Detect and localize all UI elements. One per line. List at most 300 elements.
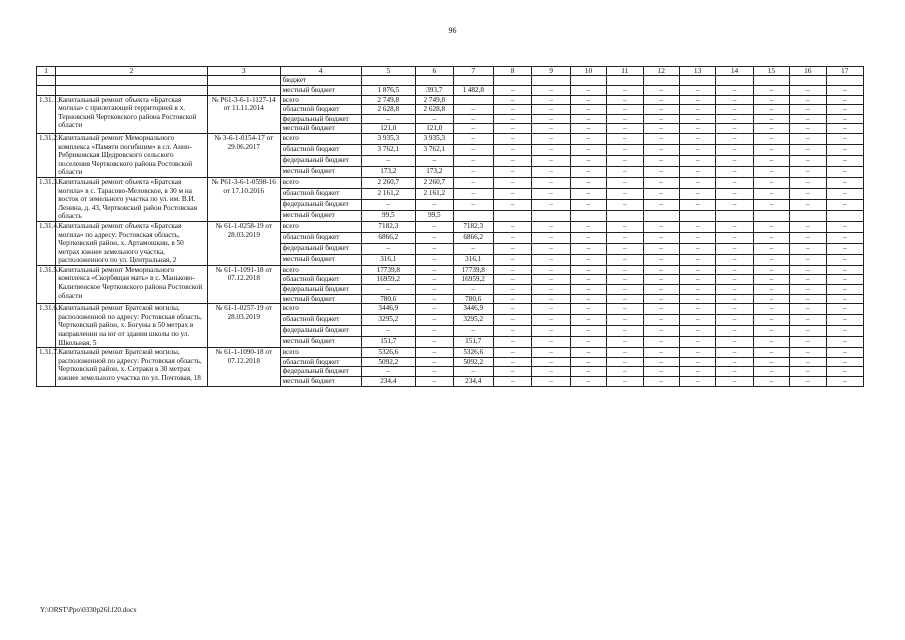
blank-cell-3 bbox=[207, 86, 280, 96]
value-col6: – bbox=[416, 357, 453, 367]
value-col11: – bbox=[607, 357, 643, 367]
value-col14: – bbox=[716, 155, 753, 166]
value-col17: – bbox=[826, 254, 864, 265]
value-col14: – bbox=[716, 105, 753, 115]
value-col7: 234,4 bbox=[453, 377, 493, 387]
value-col11: – bbox=[607, 294, 643, 304]
value-col9: – bbox=[532, 315, 570, 326]
value-col6: – bbox=[416, 221, 453, 232]
value-col10: – bbox=[570, 367, 606, 377]
value-col13: – bbox=[679, 315, 715, 326]
value-col16: – bbox=[790, 114, 826, 124]
value-col12: – bbox=[643, 95, 679, 105]
value-col15: – bbox=[753, 114, 789, 124]
value-col8: – bbox=[493, 95, 531, 105]
value-col6: – bbox=[416, 326, 453, 337]
value-col15: – bbox=[753, 232, 789, 243]
value-col11: – bbox=[607, 265, 643, 275]
value-col6: – bbox=[416, 265, 453, 275]
column-number-12: 12 bbox=[643, 67, 679, 76]
value-col14: – bbox=[716, 133, 753, 144]
value-col9: – bbox=[532, 357, 570, 367]
value-col13: – bbox=[679, 294, 715, 304]
value-col7 bbox=[453, 95, 493, 105]
value-col8 bbox=[493, 210, 531, 221]
value-col14: – bbox=[716, 315, 753, 326]
value-total: 151,7 bbox=[361, 337, 416, 348]
value-col13: – bbox=[679, 304, 715, 315]
item-document: № 61-1-0258-19 от 28.03.2019 bbox=[207, 221, 280, 265]
budget-source: всего bbox=[280, 221, 361, 232]
value-col7: – bbox=[453, 285, 493, 295]
budget-source: областной бюджет bbox=[280, 144, 361, 155]
value-col17: – bbox=[826, 124, 864, 134]
value-col9: – bbox=[532, 105, 570, 115]
value-col10: – bbox=[570, 221, 606, 232]
value-col8: – bbox=[493, 285, 531, 295]
value-col7: – bbox=[453, 166, 493, 177]
value-col6: – bbox=[416, 294, 453, 304]
value-col17: – bbox=[826, 155, 864, 166]
value-col10: – bbox=[570, 315, 606, 326]
value-col11: – bbox=[607, 304, 643, 315]
value-col6: – bbox=[416, 275, 453, 285]
value-col13: – bbox=[679, 254, 715, 265]
value-col15: – bbox=[753, 357, 789, 367]
value-col13: – bbox=[679, 188, 715, 199]
value-col6: – bbox=[416, 232, 453, 243]
blank-cell-2 bbox=[56, 76, 208, 86]
value-col13: – bbox=[679, 275, 715, 285]
item-document: № 3-6-1-0154-17 от 29.06.2017 bbox=[207, 133, 280, 177]
budget-source: бюджет bbox=[280, 76, 361, 86]
item-code: 1.31.3. bbox=[37, 177, 56, 221]
value-col8: – bbox=[493, 275, 531, 285]
value-col7: 3446,9 bbox=[453, 304, 493, 315]
budget-source: областной бюджет bbox=[280, 232, 361, 243]
value-col16: – bbox=[790, 95, 826, 105]
value-col15: – bbox=[753, 144, 789, 155]
value-col17: – bbox=[826, 243, 864, 254]
value-col11: – bbox=[607, 155, 643, 166]
value-col11: – bbox=[607, 232, 643, 243]
value-col9: – bbox=[532, 348, 570, 358]
value-col15: – bbox=[753, 221, 789, 232]
value-total: – bbox=[361, 114, 416, 124]
value-col14: – bbox=[716, 95, 753, 105]
value-col7: – bbox=[453, 243, 493, 254]
value-col16: – bbox=[790, 285, 826, 295]
value-col7 bbox=[453, 210, 493, 221]
value-col17: – bbox=[826, 133, 864, 144]
value-col17: – bbox=[826, 337, 864, 348]
value-col10: – bbox=[570, 326, 606, 337]
value-col12: – bbox=[643, 367, 679, 377]
value-col6: 173,2 bbox=[416, 166, 453, 177]
value-col7: 780,6 bbox=[453, 294, 493, 304]
value-col14: – bbox=[716, 114, 753, 124]
value-col9: – bbox=[532, 377, 570, 387]
value-col13: – bbox=[679, 367, 715, 377]
value-col14: – bbox=[716, 144, 753, 155]
value-col6: – bbox=[416, 155, 453, 166]
value-col10: – bbox=[570, 86, 606, 96]
value-total: 3 935,3 bbox=[361, 133, 416, 144]
value-total: – bbox=[361, 199, 416, 210]
budget-source: всего bbox=[280, 348, 361, 358]
value-col17: – bbox=[826, 177, 864, 188]
value-col14: – bbox=[716, 86, 753, 96]
value-col12: – bbox=[643, 124, 679, 134]
value-col15: – bbox=[753, 166, 789, 177]
value-col16 bbox=[790, 76, 826, 86]
value-col14 bbox=[716, 210, 753, 221]
value-col15: – bbox=[753, 275, 789, 285]
value-col15: – bbox=[753, 243, 789, 254]
value-col15: – bbox=[753, 304, 789, 315]
value-col12: – bbox=[643, 315, 679, 326]
budget-source: федеральный бюджет bbox=[280, 326, 361, 337]
value-col6 bbox=[416, 76, 453, 86]
value-col9: – bbox=[532, 243, 570, 254]
value-col15: – bbox=[753, 348, 789, 358]
value-total bbox=[361, 76, 416, 86]
value-col12: – bbox=[643, 177, 679, 188]
value-col10: – bbox=[570, 377, 606, 387]
value-col9: – bbox=[532, 95, 570, 105]
budget-source: областной бюджет bbox=[280, 357, 361, 367]
value-col7: – bbox=[453, 188, 493, 199]
value-col10: – bbox=[570, 294, 606, 304]
value-col7: – bbox=[453, 105, 493, 115]
value-total: 2 161,2 bbox=[361, 188, 416, 199]
value-col16: – bbox=[790, 86, 826, 96]
budget-source: областной бюджет bbox=[280, 275, 361, 285]
value-col11: – bbox=[607, 199, 643, 210]
item-name: Капитальный ремонт Мемориального комплекса «Скорбящая мать» в с. Маньково-Калитвенское Чертковского района Ростовской области bbox=[56, 265, 208, 303]
value-col13: – bbox=[679, 155, 715, 166]
value-col16: – bbox=[790, 166, 826, 177]
value-col15: – bbox=[753, 285, 789, 295]
value-col13: – bbox=[679, 86, 715, 96]
value-col10: – bbox=[570, 199, 606, 210]
value-col9 bbox=[532, 210, 570, 221]
value-col10: – bbox=[570, 124, 606, 134]
value-col10: – bbox=[570, 114, 606, 124]
value-col15: – bbox=[753, 177, 789, 188]
value-total: 2 628,8 bbox=[361, 105, 416, 115]
value-col15: – bbox=[753, 86, 789, 96]
value-col10 bbox=[570, 76, 606, 86]
item-name: Капитальный ремонт Братской могилы, расположенной по адресу: Ростовская область, Чертковский район, х. Сетраки в 30 метрах южнее земельного участка по ул. Почтовая, 18 bbox=[56, 348, 208, 386]
value-col8: – bbox=[493, 254, 531, 265]
value-total: 5092,2 bbox=[361, 357, 416, 367]
value-col9: – bbox=[532, 166, 570, 177]
value-col17: – bbox=[826, 144, 864, 155]
value-col10: – bbox=[570, 254, 606, 265]
budget-source: федеральный бюджет bbox=[280, 114, 361, 124]
column-number-15: 15 bbox=[753, 67, 789, 76]
value-col12: – bbox=[643, 114, 679, 124]
value-col7: – bbox=[453, 199, 493, 210]
value-col13: – bbox=[679, 243, 715, 254]
value-col7: – bbox=[453, 177, 493, 188]
value-col12: – bbox=[643, 243, 679, 254]
column-number-4: 4 bbox=[280, 67, 361, 76]
value-col12: – bbox=[643, 105, 679, 115]
value-col13: – bbox=[679, 124, 715, 134]
value-col17: – bbox=[826, 357, 864, 367]
value-col17: – bbox=[826, 326, 864, 337]
value-col10: – bbox=[570, 155, 606, 166]
value-col17: – bbox=[826, 221, 864, 232]
budget-source: областной бюджет bbox=[280, 105, 361, 115]
value-col11: – bbox=[607, 105, 643, 115]
value-col16: – bbox=[790, 105, 826, 115]
value-col13: – bbox=[679, 105, 715, 115]
value-col14: – bbox=[716, 221, 753, 232]
value-col8: – bbox=[493, 326, 531, 337]
item-code: 1.31.6. bbox=[37, 304, 56, 348]
value-col9: – bbox=[532, 124, 570, 134]
value-col13: – bbox=[679, 348, 715, 358]
value-col9: – bbox=[532, 199, 570, 210]
value-col11: – bbox=[607, 315, 643, 326]
value-col16: – bbox=[790, 133, 826, 144]
value-col17: – bbox=[826, 275, 864, 285]
value-col15: – bbox=[753, 265, 789, 275]
value-col7: 16959,2 bbox=[453, 275, 493, 285]
value-col17: – bbox=[826, 232, 864, 243]
budget-source: федеральный бюджет bbox=[280, 285, 361, 295]
column-number-3: 3 bbox=[207, 67, 280, 76]
table-row bbox=[37, 348, 864, 358]
value-col11 bbox=[607, 76, 643, 86]
budget-table bbox=[36, 66, 864, 387]
value-col16: – bbox=[790, 254, 826, 265]
value-col12: – bbox=[643, 275, 679, 285]
budget-source: федеральный бюджет bbox=[280, 243, 361, 254]
table-row bbox=[37, 265, 864, 275]
value-col14: – bbox=[716, 232, 753, 243]
value-col17 bbox=[826, 210, 864, 221]
value-col9: – bbox=[532, 275, 570, 285]
value-total: – bbox=[361, 285, 416, 295]
value-col9 bbox=[532, 76, 570, 86]
value-col15: – bbox=[753, 199, 789, 210]
value-col16: – bbox=[790, 232, 826, 243]
value-col8: – bbox=[493, 294, 531, 304]
value-col9: – bbox=[532, 133, 570, 144]
value-col6: – bbox=[416, 243, 453, 254]
value-col13: – bbox=[679, 357, 715, 367]
value-total: 7182,3 bbox=[361, 221, 416, 232]
value-col10: – bbox=[570, 133, 606, 144]
value-col13: – bbox=[679, 337, 715, 348]
item-document: № 61-1-1090-18 от 07.12.2018 bbox=[207, 348, 280, 386]
value-col8: – bbox=[493, 315, 531, 326]
value-col7: 5326,6 bbox=[453, 348, 493, 358]
value-col16: – bbox=[790, 275, 826, 285]
value-col14: – bbox=[716, 275, 753, 285]
value-col15: – bbox=[753, 124, 789, 134]
value-col6: – bbox=[416, 199, 453, 210]
budget-source: всего bbox=[280, 265, 361, 275]
value-col14: – bbox=[716, 348, 753, 358]
budget-source: местный бюджет bbox=[280, 294, 361, 304]
value-col10: – bbox=[570, 275, 606, 285]
value-col10: – bbox=[570, 188, 606, 199]
value-total: – bbox=[361, 155, 416, 166]
column-number-2: 2 bbox=[56, 67, 208, 76]
value-col16: – bbox=[790, 199, 826, 210]
item-document: № 61-1-1091-18 от 07.12.2018 bbox=[207, 265, 280, 303]
value-total: 234,4 bbox=[361, 377, 416, 387]
value-col13: – bbox=[679, 166, 715, 177]
column-number-row bbox=[37, 67, 864, 76]
value-col8: – bbox=[493, 367, 531, 377]
budget-source: местный бюджет bbox=[280, 210, 361, 221]
value-col6: 121,0 bbox=[416, 124, 453, 134]
value-col7: 7182,3 bbox=[453, 221, 493, 232]
value-col6: – bbox=[416, 315, 453, 326]
value-col13: – bbox=[679, 144, 715, 155]
value-col8: – bbox=[493, 243, 531, 254]
value-col11: – bbox=[607, 243, 643, 254]
value-col14 bbox=[716, 76, 753, 86]
value-col11: – bbox=[607, 367, 643, 377]
value-col6: – bbox=[416, 114, 453, 124]
value-col16: – bbox=[790, 337, 826, 348]
value-col8: – bbox=[493, 232, 531, 243]
budget-source: федеральный бюджет bbox=[280, 199, 361, 210]
table-row bbox=[37, 95, 864, 105]
value-col11: – bbox=[607, 337, 643, 348]
budget-source: всего bbox=[280, 95, 361, 105]
budget-source: всего bbox=[280, 304, 361, 315]
value-col8: – bbox=[493, 114, 531, 124]
value-col12: – bbox=[643, 199, 679, 210]
value-col13 bbox=[679, 76, 715, 86]
item-code: 1.31.2. bbox=[37, 133, 56, 177]
value-col14: – bbox=[716, 124, 753, 134]
value-col14: – bbox=[716, 166, 753, 177]
item-code: 1.31.1. bbox=[37, 95, 56, 133]
value-col10: – bbox=[570, 105, 606, 115]
value-col14: – bbox=[716, 254, 753, 265]
value-col13: – bbox=[679, 232, 715, 243]
value-col14: – bbox=[716, 177, 753, 188]
value-col14: – bbox=[716, 377, 753, 387]
item-name: Капитальный ремонт Мемориального комплекса «Памяти погибшим» в сл. Анно-Ребриковская Щедровского сельского поселения Чертковского района Ростовской области bbox=[56, 133, 208, 177]
column-number-7: 7 bbox=[453, 67, 493, 76]
value-col8 bbox=[493, 76, 531, 86]
value-col9: – bbox=[532, 232, 570, 243]
table-row bbox=[37, 133, 864, 144]
value-col7: 3295,2 bbox=[453, 315, 493, 326]
column-number-5: 5 bbox=[361, 67, 416, 76]
value-total: – bbox=[361, 326, 416, 337]
value-col14: – bbox=[716, 337, 753, 348]
value-total: 121,0 bbox=[361, 124, 416, 134]
value-col10: – bbox=[570, 348, 606, 358]
item-code: 1.31.5. bbox=[37, 265, 56, 303]
value-col7: 5092,2 bbox=[453, 357, 493, 367]
value-col6: 2 260,7 bbox=[416, 177, 453, 188]
value-col11: – bbox=[607, 177, 643, 188]
budget-source: местный бюджет bbox=[280, 337, 361, 348]
budget-source: местный бюджет bbox=[280, 254, 361, 265]
value-col12: – bbox=[643, 155, 679, 166]
value-col8: – bbox=[493, 199, 531, 210]
value-col12: – bbox=[643, 377, 679, 387]
value-col14: – bbox=[716, 285, 753, 295]
value-col9: – bbox=[532, 326, 570, 337]
value-col8: – bbox=[493, 221, 531, 232]
value-col17: – bbox=[826, 315, 864, 326]
value-col14: – bbox=[716, 188, 753, 199]
table-row bbox=[37, 221, 864, 232]
value-col14: – bbox=[716, 357, 753, 367]
value-col12: – bbox=[643, 254, 679, 265]
budget-source: местный бюджет bbox=[280, 377, 361, 387]
value-col7: – bbox=[453, 144, 493, 155]
value-col7: 151,7 bbox=[453, 337, 493, 348]
value-col16: – bbox=[790, 188, 826, 199]
value-col7 bbox=[453, 76, 493, 86]
value-col9: – bbox=[532, 221, 570, 232]
value-col12: – bbox=[643, 221, 679, 232]
value-col17: – bbox=[826, 188, 864, 199]
column-number-17: 17 bbox=[826, 67, 864, 76]
item-document: № 61-1-0257-19 от 28.03.2019 bbox=[207, 304, 280, 348]
value-col11: – bbox=[607, 275, 643, 285]
value-col16: – bbox=[790, 265, 826, 275]
value-total: – bbox=[361, 243, 416, 254]
value-col13: – bbox=[679, 177, 715, 188]
value-col10: – bbox=[570, 243, 606, 254]
value-col16: – bbox=[790, 243, 826, 254]
column-number-13: 13 bbox=[679, 67, 715, 76]
value-total: 2 749,8 bbox=[361, 95, 416, 105]
value-col17: – bbox=[826, 304, 864, 315]
value-col9: – bbox=[532, 337, 570, 348]
value-col14: – bbox=[716, 199, 753, 210]
value-total: 16959,2 bbox=[361, 275, 416, 285]
value-col6: – bbox=[416, 337, 453, 348]
value-col7: – bbox=[453, 124, 493, 134]
value-total: 99,5 bbox=[361, 210, 416, 221]
table-row bbox=[37, 76, 864, 86]
value-col9: – bbox=[532, 254, 570, 265]
value-col16: – bbox=[790, 177, 826, 188]
value-col11: – bbox=[607, 221, 643, 232]
value-col9: – bbox=[532, 294, 570, 304]
value-col13: – bbox=[679, 133, 715, 144]
blank-cell-1 bbox=[37, 86, 56, 96]
value-col14: – bbox=[716, 304, 753, 315]
blank-cell-3 bbox=[207, 76, 280, 86]
item-name: Капитальный ремонт объекта «Братская могила» в с. Тарасово-Меловское, в 30 м на восток от земельного участка по ул. им. В.И. Ленина, д. 43, Чертковский район Ростовская область bbox=[56, 177, 208, 221]
budget-source: областной бюджет bbox=[280, 188, 361, 199]
value-col17: – bbox=[826, 166, 864, 177]
value-col16: – bbox=[790, 124, 826, 134]
value-col15: – bbox=[753, 188, 789, 199]
value-col12: – bbox=[643, 348, 679, 358]
value-col9: – bbox=[532, 177, 570, 188]
value-col16: – bbox=[790, 315, 826, 326]
value-col14: – bbox=[716, 326, 753, 337]
